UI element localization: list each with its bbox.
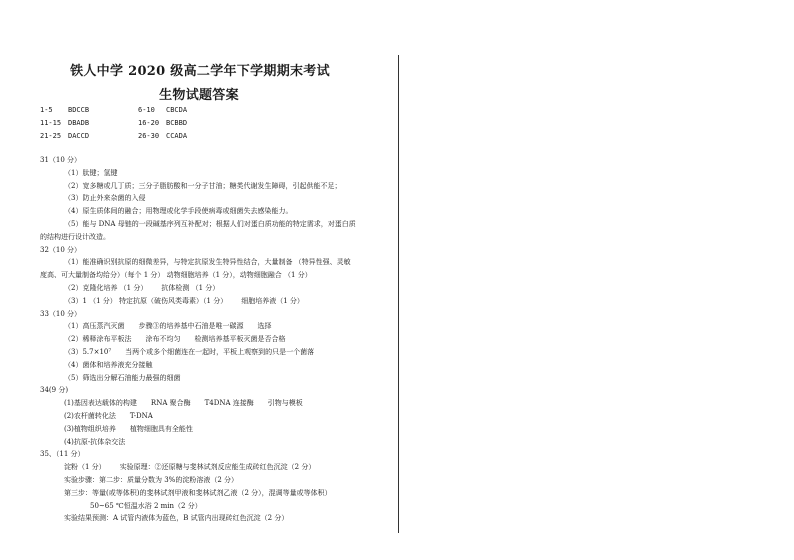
answer-line: （5）能与 DNA 母链的一段碱基序列互补配对；根据人们对蛋白质功能的特定需求，对蛋白质 <box>64 219 356 228</box>
column-divider <box>398 55 399 533</box>
answer-part: (3)植物组织培养 <box>64 424 116 433</box>
answer-line: 第三步：等量(或等体积)的斐林试剂甲液和斐林试剂乙液（2 分），混调等量或等体积） <box>64 488 332 497</box>
answer-range: 1-5 <box>40 106 53 114</box>
answer-part: 淀粉（1 分） <box>64 463 106 472</box>
answer-part: 步骤③的培养基中石油是唯一碳源 <box>138 322 244 331</box>
answer-part: 选择 <box>257 322 272 331</box>
answer-line <box>40 461 392 474</box>
answer-keys: DBADB <box>68 119 90 127</box>
answer-line: 50~65 ℃恒温水浴 2 min（2 分） <box>90 501 202 510</box>
answer-part: T4DNA 连接酶 <box>204 399 254 408</box>
question-31-heading: 31（10 分） <box>40 156 82 164</box>
answer-line: （1）肽键；氢键 <box>64 168 118 177</box>
answer-line <box>40 333 392 346</box>
answer-line <box>40 397 392 410</box>
question-33-heading: 33（10 分） <box>40 309 82 318</box>
answer-range: 6-10 <box>138 106 155 114</box>
answer-part: （2）克隆化培养 （1 分） <box>64 283 148 292</box>
answer-part: 当两个或多个细菌连在一起时，平板上观察到的只是一个菌落 <box>125 347 315 356</box>
answer-part: (1)基因表达载体的构建 <box>64 399 137 408</box>
answer-part: 细胞培养液（1 分） <box>241 296 304 305</box>
answer-line <box>40 320 392 333</box>
answer-part: 检测培养基平板灭菌是否合格 <box>194 335 286 344</box>
answer-part: （3）5.7×10⁷ <box>64 347 112 356</box>
answer-part: 抗体检测 （1 分） <box>161 283 220 292</box>
question-34-heading: 34(9 分) <box>40 386 69 395</box>
answer-line: 实验步骤：第二步：质量分数为 3%的淀粉溶液（2 分） <box>64 475 239 484</box>
answer-part: RNA 聚合酶 <box>150 399 191 408</box>
answer-row <box>40 130 236 143</box>
answer-line: （3）防止外来杂菌的入侵 <box>64 194 146 203</box>
answer-line: （4）原生质体间的融合；用物理或化学手段使病毒或细菌失去感染能力。 <box>64 207 293 216</box>
answer-line: (4)抗原-抗体杂交法 <box>64 437 126 446</box>
answer-part: 涂布不均匀 <box>145 335 181 344</box>
answer-part: 植物细胞具有全能性 <box>129 424 193 433</box>
answer-line: （5）筛选出分解石油能力最强的细菌 <box>64 373 181 382</box>
answer-part: 实验原理：②还原糖与斐林试剂反应能生成砖红色沉淀（2 分） <box>119 463 316 472</box>
answer-part: （3）1 （1 分） 特定抗原（破伤风类毒素）（1 分） <box>64 296 228 305</box>
answer-line <box>40 295 392 308</box>
answer-line: 的结构进行设计改造。 <box>40 232 110 241</box>
question-32-heading: 32（10 分） <box>40 245 82 254</box>
answer-range: 21-25 <box>40 132 62 140</box>
answer-line <box>40 282 392 295</box>
answer-keys: BDCCB <box>68 106 90 114</box>
answer-part: 引物与模板 <box>267 399 303 408</box>
answer-line <box>40 346 392 359</box>
answer-keys: CBCDA <box>166 106 188 114</box>
answer-line: 实验结果预测：A 试管内液体为蓝色，B 试管内出现砖红色沉淀（2 分） <box>64 514 289 523</box>
page-subtitle: 生物试题答案 <box>159 88 239 103</box>
answer-line: （1）能准确识别抗原的细微差异，与特定抗原发生特异性结合，大量制备 （特异性强、灵敏 <box>64 258 351 267</box>
answer-keys: DACCD <box>68 132 90 140</box>
answer-line <box>40 423 392 436</box>
answer-row <box>40 117 236 130</box>
answer-line: （2）宽多糖或几丁质；三分子脂肪酸和一分子甘油；糖类代谢发生障碍，引起供能不足； <box>64 181 342 190</box>
answer-keys: CCADA <box>166 132 188 140</box>
answer-line: （4）菌体和培养液充分接触 <box>64 360 153 369</box>
answer-keys: BCBBD <box>166 119 188 127</box>
answer-range: 26-30 <box>138 132 160 140</box>
answer-part: T-DNA <box>129 411 153 420</box>
answer-content <box>40 154 392 525</box>
multiple-choice-answers <box>40 104 236 143</box>
answer-row <box>40 104 236 117</box>
answer-part: （2）稀释涂布平板法 <box>64 335 132 344</box>
answer-range: 16-20 <box>138 119 160 127</box>
question-35-heading: 35、（11 分） <box>40 450 85 459</box>
answer-part: (2)农杆菌转化法 <box>64 411 116 420</box>
answer-line: 度高、可大量制备均给分）（每个 1 分） 动物细胞培养（1 分），动物细胞融合 （1 分） <box>40 271 312 280</box>
answer-line <box>40 410 392 423</box>
answer-part: （1）高压蒸汽灭菌 <box>64 322 125 331</box>
page-title: 铁人中学 2020 级高二学年下学期期末考试 <box>70 64 330 79</box>
answer-range: 11-15 <box>40 119 62 127</box>
